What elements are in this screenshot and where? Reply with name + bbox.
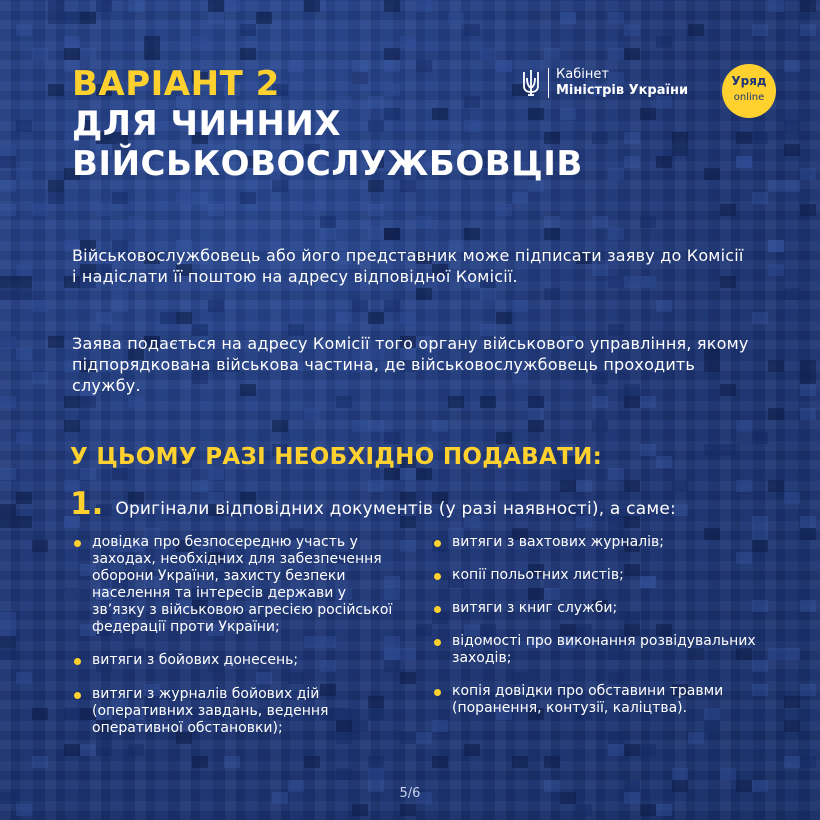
camo-pixel	[336, 768, 352, 780]
camo-pixel	[752, 312, 768, 324]
camo-pixel	[80, 396, 96, 408]
camo-pixel	[656, 36, 672, 48]
camo-pixel	[768, 480, 784, 492]
camo-pixel	[240, 192, 256, 204]
camo-pixel	[640, 804, 656, 816]
camo-pixel	[416, 216, 432, 228]
camo-pixel	[752, 516, 768, 528]
camo-pixel	[560, 12, 576, 24]
cabinet-logo-line-2: Міністрів України	[556, 82, 689, 98]
list-item	[434, 683, 764, 717]
camo-pixel	[544, 756, 560, 768]
camo-pixel	[736, 480, 752, 492]
camo-pixel	[0, 276, 16, 288]
camo-pixel	[256, 12, 272, 24]
section-heading: У ЦЬОМУ РАЗІ НЕОБХІДНО ПОДАВАТИ:	[70, 444, 603, 470]
camo-pixel	[528, 420, 544, 432]
camo-pixel	[640, 108, 656, 120]
bullet-list-left	[74, 534, 394, 737]
camo-pixel	[16, 672, 32, 684]
camo-pixel	[80, 12, 96, 24]
camo-pixel	[800, 0, 816, 12]
camo-pixel	[96, 0, 112, 12]
camo-pixel	[0, 156, 16, 168]
camo-pixel	[624, 156, 640, 168]
camo-pixel	[400, 36, 416, 48]
cabinet-logo-line-1: Кабінет	[556, 67, 609, 82]
title-line-1: ВАРІАНТ 2	[72, 64, 280, 104]
camo-pixel	[656, 156, 672, 168]
camo-pixel	[752, 192, 768, 204]
camo-pixel	[416, 732, 432, 744]
camo-pixel	[240, 48, 256, 60]
bullet-icon	[74, 540, 81, 547]
camo-pixel	[528, 396, 544, 408]
camo-pixel	[736, 132, 752, 144]
camo-pixel	[752, 132, 768, 144]
camo-pixel	[32, 708, 48, 720]
cabinet-of-ministers-logo	[521, 67, 688, 98]
camo-pixel	[800, 684, 816, 696]
camo-pixel	[208, 0, 224, 12]
camo-pixel	[96, 204, 112, 216]
camo-pixel	[304, 408, 320, 420]
title-line-3: ВІЙСЬКОВОСЛУЖБОВЦІВ	[72, 144, 583, 185]
camo-pixel	[336, 396, 352, 408]
camo-pixel	[32, 372, 48, 384]
camo-pixel	[608, 468, 624, 480]
camo-pixel	[672, 144, 688, 156]
camo-pixel	[608, 48, 624, 60]
camo-pixel	[192, 756, 208, 768]
camo-pixel	[432, 756, 448, 768]
trident-icon	[521, 68, 541, 98]
camo-pixel	[368, 756, 384, 768]
camo-pixel	[592, 396, 608, 408]
camo-pixel	[80, 744, 96, 756]
list-item	[434, 567, 764, 584]
camo-pixel	[64, 744, 80, 756]
bullet-icon	[74, 692, 81, 699]
camo-pixel	[0, 204, 16, 216]
camo-pixel	[544, 48, 560, 60]
camo-pixel	[608, 744, 624, 756]
bullet-icon	[74, 658, 81, 665]
camo-pixel	[16, 288, 32, 300]
camo-pixel	[704, 444, 720, 456]
camo-pixel	[64, 36, 80, 48]
camo-pixel	[800, 168, 816, 180]
page-title	[72, 64, 583, 184]
camo-pixel	[336, 312, 352, 324]
camo-pixel	[768, 408, 784, 420]
camo-pixel	[800, 204, 816, 216]
camo-pixel	[400, 804, 416, 816]
camo-pixel	[144, 48, 160, 60]
camo-pixel	[16, 168, 32, 180]
camo-pixel	[784, 120, 800, 132]
camo-pixel	[672, 768, 688, 780]
camo-pixel	[496, 432, 512, 444]
camo-pixel	[800, 756, 816, 768]
camo-pixel	[32, 756, 48, 768]
camo-pixel	[656, 456, 672, 468]
camo-pixel	[784, 144, 800, 156]
camo-pixel	[112, 192, 128, 204]
camo-pixel	[624, 132, 640, 144]
camo-pixel	[752, 432, 768, 444]
camo-pixel	[768, 360, 784, 372]
camo-pixel	[608, 168, 624, 180]
camo-pixel	[176, 192, 192, 204]
camo-pixel	[784, 696, 800, 708]
camo-pixel	[608, 12, 624, 24]
camo-pixel	[128, 0, 144, 12]
camo-pixel	[640, 396, 656, 408]
camo-pixel	[0, 624, 16, 636]
camo-pixel	[800, 360, 816, 372]
camo-pixel	[544, 216, 560, 228]
camo-pixel	[800, 24, 816, 36]
camo-pixel	[784, 288, 800, 300]
camo-pixel	[368, 420, 384, 432]
camo-pixel	[736, 432, 752, 444]
camo-pixel	[464, 744, 480, 756]
camo-pixel	[16, 348, 32, 360]
camo-pixel	[16, 432, 32, 444]
camo-pixel	[32, 204, 48, 216]
bullet-icon	[434, 606, 441, 613]
camo-pixel	[640, 216, 656, 228]
uryad-logo-line-2: online	[733, 92, 765, 103]
camo-pixel	[0, 612, 16, 624]
list-item-text: витяги з бойових донесень;	[92, 652, 299, 669]
camo-pixel	[592, 216, 608, 228]
camo-pixel	[384, 0, 400, 12]
camo-pixel	[16, 120, 32, 132]
camo-pixel	[800, 372, 816, 384]
camo-pixel	[400, 648, 416, 660]
camo-pixel	[64, 396, 80, 408]
camo-pixel	[16, 264, 32, 276]
camo-pixel	[720, 768, 736, 780]
camo-pixel	[688, 24, 704, 36]
item-text: Оригінали відповідних документів (у разі наявності), а саме:	[115, 499, 676, 519]
bullet-icon	[434, 573, 441, 580]
bullet-icon	[434, 639, 441, 646]
camo-pixel	[32, 300, 48, 312]
camo-pixel	[240, 24, 256, 36]
camo-pixel	[640, 744, 656, 756]
camo-pixel	[48, 84, 64, 96]
camo-pixel	[16, 516, 32, 528]
page-number: 5/6	[399, 786, 421, 801]
camo-pixel	[800, 528, 816, 540]
camo-pixel	[784, 492, 800, 504]
camo-pixel	[416, 288, 432, 300]
camo-pixel	[400, 672, 416, 684]
camo-pixel	[624, 48, 640, 60]
item-number: 1.	[70, 486, 104, 522]
logo-divider	[548, 68, 549, 98]
camo-pixel	[592, 420, 608, 432]
camo-pixel	[128, 396, 144, 408]
camo-pixel	[528, 408, 544, 420]
camo-pixel	[320, 216, 336, 228]
camo-pixel	[384, 432, 400, 444]
camo-pixel	[704, 168, 720, 180]
camo-pixel	[736, 420, 752, 432]
camo-pixel	[384, 48, 400, 60]
list-item-text: копія довідки про обставини травми (поранення, контузії, каліцтва).	[452, 683, 724, 717]
camo-pixel	[304, 756, 320, 768]
camo-pixel	[384, 228, 400, 240]
list-item	[434, 633, 764, 667]
camo-pixel	[496, 312, 512, 324]
camo-pixel	[608, 228, 624, 240]
camo-pixel	[48, 192, 64, 204]
camo-pixel	[16, 492, 32, 504]
camo-pixel	[0, 636, 16, 648]
camo-pixel	[544, 288, 560, 300]
camo-pixel	[352, 420, 368, 432]
camo-pixel	[208, 204, 224, 216]
camo-pixel	[96, 312, 112, 324]
camo-pixel	[224, 756, 240, 768]
camo-pixel	[32, 48, 48, 60]
camo-pixel	[784, 60, 800, 72]
camo-pixel	[368, 312, 384, 324]
camo-pixel	[784, 756, 800, 768]
camo-pixel	[512, 192, 528, 204]
list-item-text: витяги з журналів бойових дій (оперативних завдань, ведення оперативної обстановки);	[92, 685, 329, 736]
camo-pixel	[672, 132, 688, 144]
camo-pixel	[48, 0, 64, 12]
camo-pixel	[624, 24, 640, 36]
list-item	[74, 686, 394, 737]
camo-pixel	[576, 804, 592, 816]
camo-pixel	[64, 420, 80, 432]
camo-pixel	[192, 36, 208, 48]
list-item-text: витяги з книг служби;	[452, 600, 618, 617]
bullet-icon	[434, 540, 441, 547]
camo-pixel	[0, 648, 16, 660]
camo-pixel	[752, 24, 768, 36]
camo-pixel	[480, 288, 496, 300]
camo-pixel	[400, 732, 416, 744]
uryad-logo-line-1: Уряд	[731, 74, 767, 88]
camo-pixel	[368, 228, 384, 240]
camo-pixel	[480, 48, 496, 60]
list-item-text: копії польотних листів;	[452, 567, 624, 584]
camo-pixel	[368, 204, 384, 216]
camo-pixel	[784, 720, 800, 732]
camo-pixel	[416, 0, 432, 12]
camo-pixel	[544, 228, 560, 240]
camo-pixel	[48, 180, 64, 192]
camo-pixel	[800, 600, 816, 612]
camo-pixel	[768, 0, 784, 12]
camo-pixel	[0, 468, 16, 480]
camo-pixel	[48, 336, 64, 348]
camo-pixel	[176, 312, 192, 324]
camo-pixel	[592, 132, 608, 144]
camo-pixel	[160, 312, 176, 324]
list-item-text: довідка про безпосередню участь у заходах, необхідних для забезпечення оборони України, захисту безпеки населення та інтересів держави у зв’язку з військовою агресією російської федерації проти України;	[92, 534, 393, 636]
camo-pixel	[688, 732, 704, 744]
camo-pixel	[208, 12, 224, 24]
camo-pixel	[112, 300, 128, 312]
list-item-text: відомості про виконання розвідувальних заходів;	[452, 633, 756, 667]
camo-pixel	[464, 24, 480, 36]
camo-pixel	[0, 336, 16, 348]
camo-pixel	[304, 0, 320, 12]
camo-pixel	[64, 48, 80, 60]
camo-pixel	[32, 540, 48, 552]
list-item	[74, 534, 394, 636]
cabinet-logo-text	[556, 67, 688, 98]
list-item	[74, 652, 394, 669]
camo-pixel	[80, 48, 96, 60]
camo-pixel	[464, 228, 480, 240]
camo-pixel	[432, 420, 448, 432]
camo-pixel	[48, 12, 64, 24]
camo-pixel	[640, 444, 656, 456]
camo-pixel	[352, 300, 368, 312]
camo-pixel	[0, 516, 16, 528]
camo-pixel	[0, 144, 16, 156]
bullet-list-right	[434, 534, 764, 734]
camo-pixel	[480, 396, 496, 408]
camo-pixel	[0, 288, 16, 300]
camo-pixel	[16, 804, 32, 816]
numbered-item	[70, 486, 676, 522]
camo-pixel	[768, 648, 784, 660]
camo-pixel	[448, 396, 464, 408]
camo-pixel	[720, 204, 736, 216]
camo-pixel	[16, 24, 32, 36]
camo-pixel	[448, 12, 464, 24]
camo-pixel	[272, 420, 288, 432]
uryad-online-logo	[722, 64, 776, 118]
camo-pixel	[368, 768, 384, 780]
intro-paragraph: Військовослужбовець або його представник може підписати заяву до Комісії і надіслати її поштою на адресу відповідної Комісії.	[72, 246, 744, 286]
camo-pixel	[0, 180, 16, 192]
camo-pixel	[720, 444, 736, 456]
camo-pixel	[656, 300, 672, 312]
camo-pixel	[784, 648, 800, 660]
camo-pixel	[608, 732, 624, 744]
list-item-text: витяги з вахтових журналів;	[452, 534, 664, 550]
camo-pixel	[112, 288, 128, 300]
camo-pixel	[0, 396, 16, 408]
address-paragraph: Заява подається на адресу Комісії того органу військового управління, якому підпорядкована військова частина, де військовослужбовець проходить службу.	[72, 334, 749, 395]
camo-pixel	[192, 192, 208, 204]
camo-pixel	[768, 240, 784, 252]
title-line-2: ДЛЯ ЧИННИХ	[72, 104, 342, 145]
camo-pixel	[624, 396, 640, 408]
camo-pixel	[64, 12, 80, 24]
camo-pixel	[208, 300, 224, 312]
camo-pixel	[384, 300, 400, 312]
camo-pixel	[144, 36, 160, 48]
camo-pixel	[16, 276, 32, 288]
camo-pixel	[512, 756, 528, 768]
camo-pixel	[128, 744, 144, 756]
camo-pixel	[96, 744, 112, 756]
camo-pixel	[400, 540, 416, 552]
camo-pixel	[400, 312, 416, 324]
camo-pixel	[352, 804, 368, 816]
camo-pixel	[768, 180, 784, 192]
camo-pixel	[320, 228, 336, 240]
camo-pixel	[736, 156, 752, 168]
camo-pixel	[784, 180, 800, 192]
camo-pixel	[304, 204, 320, 216]
list-item	[434, 534, 764, 551]
camo-pixel	[496, 204, 512, 216]
camo-pixel	[224, 0, 240, 12]
bullet-icon	[434, 689, 441, 696]
camo-pixel	[800, 384, 816, 396]
camo-pixel	[0, 504, 16, 516]
list-item	[434, 600, 764, 617]
camo-pixel	[800, 516, 816, 528]
camo-pixel	[512, 300, 528, 312]
camo-pixel	[656, 804, 672, 816]
camo-pixel	[768, 264, 784, 276]
camo-pixel	[624, 744, 640, 756]
camo-pixel	[800, 408, 816, 420]
camo-pixel	[416, 624, 432, 636]
camo-pixel	[128, 216, 144, 228]
